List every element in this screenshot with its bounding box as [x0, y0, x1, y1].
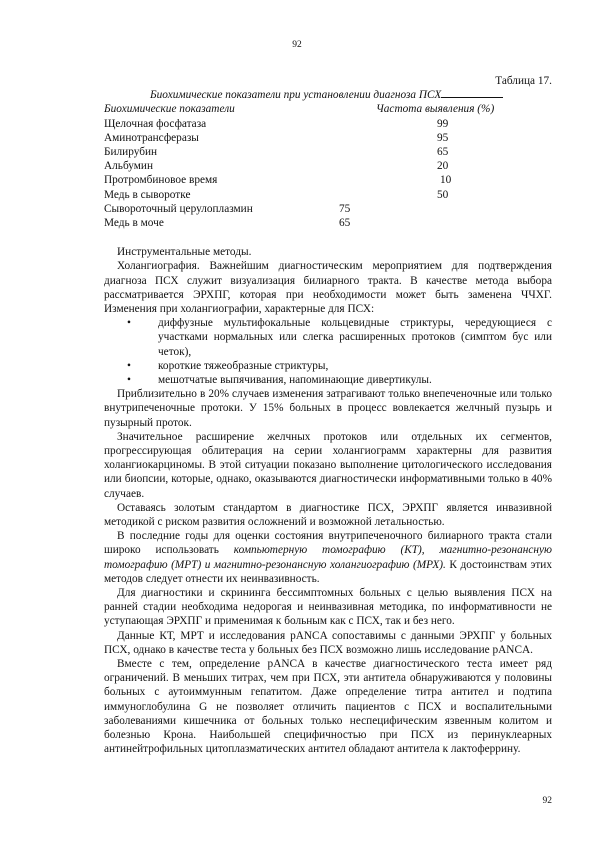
table-row: [104, 188, 552, 202]
paragraph: Вместе с тем, определение pANCA в качестве диагностического теста имеет ряд ограничений. В меньших титрах, чем при ПСХ, эти антитела обнаруживаются у половины больных с аутоиммунным гепатитом. Даже определение титра антител и подтипа иммуноглобулина G не позволяет отличить пациентов с ПСХ и воспалительными заболеваниями кишечника от больных только неспецифическим язвенным колитом и болезнью Крона. Наибольшей специфичностью при ПСХ из перинуклеарных антинейтрофильных цитоплазматических антител обладают антитела к лактоферрину.: [104, 657, 552, 756]
table-row: [104, 216, 552, 230]
row-name: Сывороточный церулоплазмин: [104, 202, 253, 215]
row-name: Протромбиновое время: [104, 174, 218, 187]
row-name: Альбумин: [104, 160, 154, 173]
row-value: 10: [440, 174, 452, 187]
table-row: [104, 202, 552, 216]
section-heading: Инструментальные методы.: [117, 246, 252, 259]
row-name: Билирубин: [104, 145, 158, 158]
row-name: Щелочная фосфатаза: [104, 117, 207, 130]
table-row: [104, 173, 552, 187]
table-caption: [104, 88, 552, 102]
page-number-top: 92: [292, 40, 302, 50]
list-item-text: короткие тяжеобразные стриктуры,: [158, 359, 329, 372]
row-name: Медь в моче: [104, 216, 164, 229]
page-number-bottom: 92: [542, 796, 552, 806]
bullet-marker: •: [127, 317, 131, 330]
paragraph: Значительное расширение желчных протоков или отдельных их сегментов, прогрессирующая облитерация на серии холангиограмм характерны для развития холангиокарциномы. В этой ситуации показано выполнение цитологического исследования или биопсии, которые, однако, оказываются диагностически информативными только в 40% случаев.: [104, 430, 552, 500]
list-item: [104, 373, 552, 387]
table-label: Таблица 17.: [495, 75, 552, 87]
row-value: 95: [437, 131, 449, 144]
row-value: 20: [437, 160, 449, 173]
paragraph: Оставаясь золотым стандартом в диагностике ПСХ, ЭРХПГ является инвазивной методикой с риском развития осложнений и возможной летальностью.: [104, 501, 552, 528]
row-value: 75: [339, 202, 351, 215]
paragraph-text: К достоинствам этих методов следует отнести их неинвазивность.: [104, 558, 552, 585]
paragraph: Для диагностики и скрининга бессимптомных больных с целью выявления ПСХ на ранней стадии необходима недорогая и неинвазивная методика, по информативности не уступающая ЭРХПГ и применимая к больным как с ПСХ, так и без него.: [104, 586, 552, 628]
row-value: 99: [437, 117, 449, 130]
row-value: 65: [339, 216, 351, 229]
paragraph-text: В последние годы для оценки состояния внутрипеченочного билиарного тракта стали широко использовать: [104, 530, 552, 557]
table-header-row: [104, 102, 552, 116]
caption-underline: [441, 88, 503, 98]
row-value: 65: [437, 145, 449, 158]
row-name: Медь в сыворотке: [104, 188, 191, 201]
list-item-text: мешотчатые выпячивания, напоминающие дивертикулы.: [158, 373, 432, 386]
list-item: [104, 316, 552, 359]
paragraph: Приблизительно в 20% случаев изменения затрагивают только внепеченочные или только внутрипеченочные протоки. У 15% больных в процесс вовлекается желчный пузырь и пузырный проток.: [104, 388, 552, 429]
paragraph: Данные КТ, МРТ и исследования pANCA сопоставимы с данными ЭРХПГ у больных ПСХ, однако в качестве теста у больных без ПСХ возможно лишь исследование pANCA.: [104, 629, 552, 656]
table-row: [104, 159, 552, 173]
list-item-text: диффузные мультифокальные кольцевидные стриктуры, чередующиеся с участками нормальных или слегка расширенных протоков (симптом бус или четок),: [158, 317, 552, 358]
table-caption-text: Биохимические показатели при установлении диагноза ПСХ: [150, 89, 442, 102]
row-name: Аминотрансферазы: [104, 131, 199, 144]
table-row: [104, 145, 552, 159]
bullet-marker: •: [127, 373, 131, 386]
paragraph: [104, 529, 552, 586]
table-row: [104, 131, 552, 145]
findings-list: [104, 316, 552, 387]
paragraph-italic-text: компьютерную томографию (КТ), магнитно-резонансную томографию (МРТ) и магнитно-резонансную холангиографию (МРХ).: [104, 544, 553, 571]
paragraph-cholangiography: Холангиография. Важнейшим диагностическим мероприятием для подтверждения диагноза ПСХ служит визуализация билиарного тракта. В качестве метода выбора рассматривается ЭРХПГ, которая при необходимости может быть заменена ЧЧХГ. Изменения при холангиографии, характерные для ПСХ:: [104, 260, 552, 315]
row-value: 50: [437, 188, 449, 201]
table-header-name: Биохимические показатели: [104, 103, 235, 116]
table-row: [104, 117, 552, 131]
page-content: [104, 74, 552, 756]
list-item: [104, 359, 552, 373]
table-header-value: Частота выявления (%): [376, 103, 495, 116]
bullet-marker: •: [127, 359, 131, 372]
